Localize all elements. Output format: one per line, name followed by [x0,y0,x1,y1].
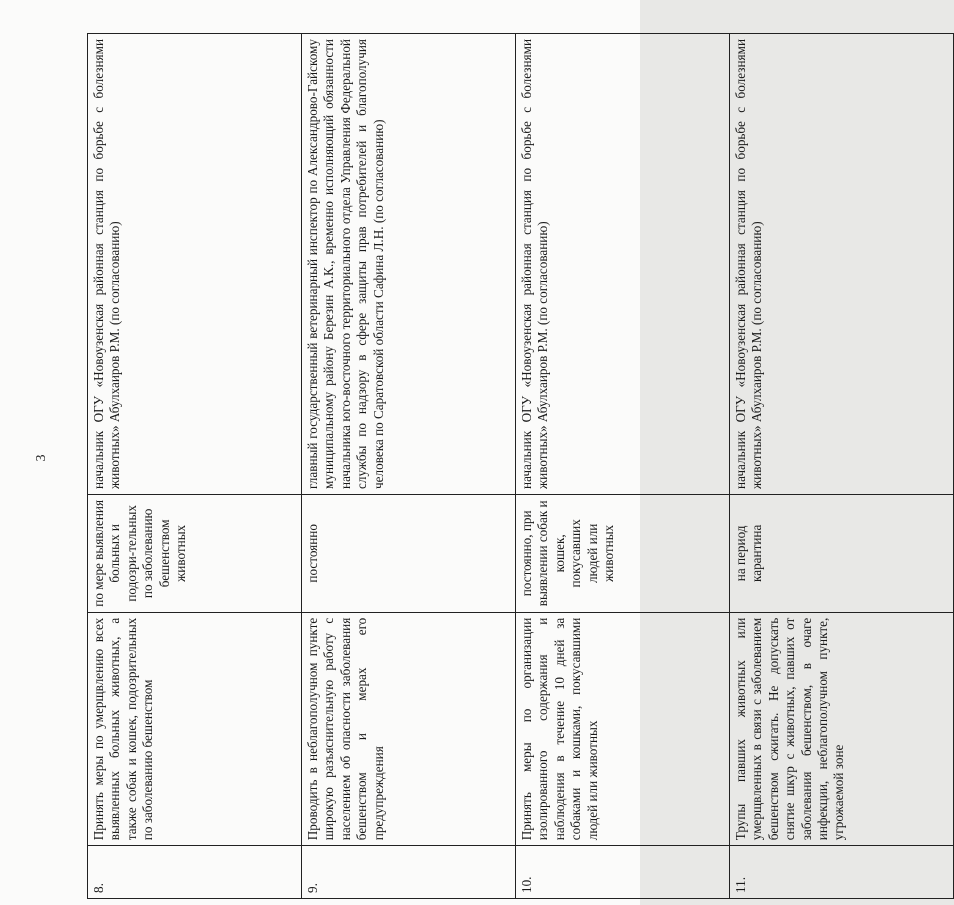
term-cell: постоянно [302,494,516,612]
responsible-cell: начальник ОГУ «Новоузенская районная станция по борьбе с болезнями животных» Абулхаиров Р.М. (по согласованию) [88,34,302,495]
measures-table [87,33,954,899]
term-cell: по мере выявления больных и подозри-тельных по заболеванию бешенством животных [88,494,302,612]
row-number: 11. [730,846,954,899]
table-row [302,34,516,899]
responsible-cell: главный государственный ветеринарный инспектор по Александрово-Гайскому муниципальному району Березин А.К., временно исполняющий обязанности начальника юго-восточного территориального отдела Управления Федеральной службы по надзору в сфере защиты прав потребителей и благополучия человека по Саратовской области Сафина Л.Н. (по согласованию) [302,34,516,495]
table-row [516,34,730,899]
page-number: 3 [34,454,49,462]
term-cell: на период карантина [730,494,954,612]
term-cell: постоянно, при выявлении собак и кошек, покусавших людей или животных [516,494,730,612]
row-number: 10. [516,846,730,899]
measure-cell: Трупы павших животных или умерщвленных в связи с заболеванием бешенством сжигать. Не допускать снятие шкур с животных, павших от заболевания бешенством, в очаге инфекции, неблагополучном пункте, угрожаемой зоне [730,612,954,846]
rotated-table-frame [87,33,847,899]
measure-cell: Проводить в неблагополучном пункте широкую разъяснительную работу с населением об опасности заболевания бешенством и мерах его предупреждения [302,612,516,846]
responsible-cell: начальник ОГУ «Новоузенская районная станция по борьбе с болезнями животных» Абулхаиров Р.М. (по согласованию) [516,34,730,495]
row-number: 9. [302,846,516,899]
table-row [730,34,954,899]
measure-cell: Принять меры по организации изолированного содержания и наблюдения в течение 10 дней за собаками и кошками, покусавшими людей или животных [516,612,730,846]
responsible-cell: начальник ОГУ «Новоузенская районная станция по борьбе с болезнями животных» Абулхаиров Р.М. (по согласованию) [730,34,954,495]
table-row [88,34,302,899]
row-number: 8. [88,846,302,899]
measure-cell: Принять меры по умерщвлению всех выявленных больных животных, а также собак и кошек, подозрительных по заболеванию бешенством [88,612,302,846]
